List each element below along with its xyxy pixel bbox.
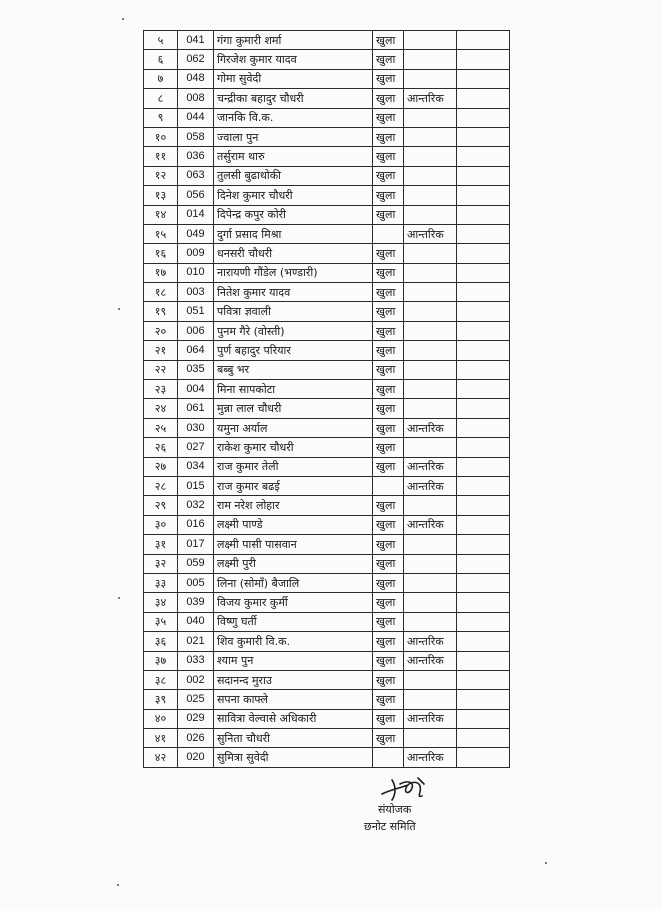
extra-cell — [457, 224, 510, 243]
roll-code-cell: 005 — [178, 573, 214, 592]
extra-cell — [457, 166, 510, 185]
open-category-cell — [373, 748, 404, 767]
open-category-cell: खुला — [373, 709, 404, 728]
serial-number-cell: १८ — [144, 283, 178, 302]
internal-category-cell — [404, 554, 457, 573]
extra-cell — [457, 709, 510, 728]
internal-category-cell: आन्तरिक — [404, 515, 457, 534]
candidate-name-cell: मिना सापकोटा — [214, 380, 373, 399]
serial-number-cell: ४२ — [144, 748, 178, 767]
serial-number-cell: ४१ — [144, 729, 178, 748]
candidate-name-cell: शिव कुमारी वि.क. — [214, 632, 373, 651]
open-category-cell: खुला — [373, 690, 404, 709]
roll-code-cell: 025 — [178, 690, 214, 709]
open-category-cell: खुला — [373, 127, 404, 146]
internal-category-cell: आन्तरिक — [404, 457, 457, 476]
extra-cell — [457, 50, 510, 69]
open-category-cell: खुला — [373, 69, 404, 88]
serial-number-cell: २९ — [144, 496, 178, 515]
table-row — [144, 496, 510, 515]
open-category-cell: खुला — [373, 31, 404, 50]
open-category-cell: खुला — [373, 244, 404, 263]
serial-number-cell: ६ — [144, 50, 178, 69]
internal-category-cell — [404, 573, 457, 592]
open-category-cell: खुला — [373, 186, 404, 205]
table-row — [144, 535, 510, 554]
table-row — [144, 476, 510, 495]
candidate-name-cell: पुर्ण बहादुर परियार — [214, 341, 373, 360]
table-row — [144, 380, 510, 399]
extra-cell — [457, 438, 510, 457]
table-row — [144, 166, 510, 185]
open-category-cell: खुला — [373, 670, 404, 689]
internal-category-cell: आन्तरिक — [404, 632, 457, 651]
serial-number-cell: ११ — [144, 147, 178, 166]
open-category-cell: खुला — [373, 341, 404, 360]
internal-category-cell — [404, 263, 457, 282]
roll-code-cell: 048 — [178, 69, 214, 88]
table-row — [144, 418, 510, 437]
serial-number-cell: २६ — [144, 438, 178, 457]
internal-category-cell — [404, 127, 457, 146]
extra-cell — [457, 89, 510, 108]
serial-number-cell: ३० — [144, 515, 178, 534]
roll-code-cell: 010 — [178, 263, 214, 282]
candidate-name-cell: लक्ष्मी पुरी — [214, 554, 373, 573]
open-category-cell: खुला — [373, 166, 404, 185]
extra-cell — [457, 147, 510, 166]
candidate-name-cell: गोमा सुवेदी — [214, 69, 373, 88]
extra-cell — [457, 670, 510, 689]
extra-cell — [457, 31, 510, 50]
internal-category-cell — [404, 670, 457, 689]
extra-cell — [457, 418, 510, 437]
roll-code-cell: 056 — [178, 186, 214, 205]
open-category-cell — [373, 476, 404, 495]
serial-number-cell: १९ — [144, 302, 178, 321]
open-category-cell: खुला — [373, 205, 404, 224]
table-row — [144, 515, 510, 534]
extra-cell — [457, 729, 510, 748]
scan-speck — [118, 597, 120, 599]
open-category-cell: खुला — [373, 612, 404, 631]
table-row — [144, 341, 510, 360]
serial-number-cell: २४ — [144, 399, 178, 418]
roll-code-cell: 051 — [178, 302, 214, 321]
roll-code-cell: 040 — [178, 612, 214, 631]
table-row — [144, 554, 510, 573]
serial-number-cell: १२ — [144, 166, 178, 185]
serial-number-cell: ७ — [144, 69, 178, 88]
extra-cell — [457, 632, 510, 651]
internal-category-cell — [404, 283, 457, 302]
candidate-name-cell: तर्सुराम थारु — [214, 147, 373, 166]
serial-number-cell: १३ — [144, 186, 178, 205]
extra-cell — [457, 554, 510, 573]
table-row — [144, 89, 510, 108]
serial-number-cell: १७ — [144, 263, 178, 282]
table-row — [144, 127, 510, 146]
table-row — [144, 670, 510, 689]
table-row — [144, 244, 510, 263]
extra-cell — [457, 380, 510, 399]
table-row — [144, 632, 510, 651]
table-row — [144, 186, 510, 205]
candidate-name-cell: सुमित्रा सुवेदी — [214, 748, 373, 767]
extra-cell — [457, 263, 510, 282]
open-category-cell: खुला — [373, 535, 404, 554]
candidate-name-cell: दिनेश कुमार चौधरी — [214, 186, 373, 205]
internal-category-cell — [404, 321, 457, 340]
serial-number-cell: ५ — [144, 31, 178, 50]
extra-cell — [457, 573, 510, 592]
serial-number-cell: ३२ — [144, 554, 178, 573]
candidate-name-cell: जानकि वि.क. — [214, 108, 373, 127]
internal-category-cell — [404, 496, 457, 515]
extra-cell — [457, 69, 510, 88]
serial-number-cell: २३ — [144, 380, 178, 399]
internal-category-cell — [404, 593, 457, 612]
roll-code-cell: 062 — [178, 50, 214, 69]
internal-category-cell — [404, 31, 457, 50]
table-row — [144, 690, 510, 709]
roll-code-cell: 063 — [178, 166, 214, 185]
extra-cell — [457, 612, 510, 631]
extra-cell — [457, 302, 510, 321]
committee-name: छनोट समिति — [364, 820, 416, 833]
table-row — [144, 147, 510, 166]
internal-category-cell: आन्तरिक — [404, 224, 457, 243]
scan-speck — [122, 18, 124, 20]
serial-number-cell: २५ — [144, 418, 178, 437]
roll-code-cell: 004 — [178, 380, 214, 399]
roll-code-cell: 049 — [178, 224, 214, 243]
internal-category-cell — [404, 690, 457, 709]
candidate-name-cell: चन्द्रीका बहादुर चौधरी — [214, 89, 373, 108]
serial-number-cell: १४ — [144, 205, 178, 224]
internal-category-cell: आन्तरिक — [404, 418, 457, 437]
extra-cell — [457, 283, 510, 302]
serial-number-cell: १६ — [144, 244, 178, 263]
roll-code-cell: 032 — [178, 496, 214, 515]
serial-number-cell: २० — [144, 321, 178, 340]
roll-code-cell: 061 — [178, 399, 214, 418]
candidate-name-cell: तुलसी बुढाथोकी — [214, 166, 373, 185]
table-row — [144, 612, 510, 631]
candidate-table — [143, 30, 510, 768]
open-category-cell: खुला — [373, 147, 404, 166]
open-category-cell: खुला — [373, 457, 404, 476]
internal-category-cell — [404, 186, 457, 205]
serial-number-cell: ३८ — [144, 670, 178, 689]
candidate-name-cell: विष्णु घर्ती — [214, 612, 373, 631]
roll-code-cell: 015 — [178, 476, 214, 495]
roll-code-cell: 014 — [178, 205, 214, 224]
candidate-name-cell: सदानन्द मुराउ — [214, 670, 373, 689]
extra-cell — [457, 496, 510, 515]
extra-cell — [457, 535, 510, 554]
serial-number-cell: ४० — [144, 709, 178, 728]
open-category-cell: खुला — [373, 89, 404, 108]
table-row — [144, 69, 510, 88]
internal-category-cell — [404, 399, 457, 418]
open-category-cell: खुला — [373, 50, 404, 69]
extra-cell — [457, 457, 510, 476]
extra-cell — [457, 108, 510, 127]
open-category-cell: खुला — [373, 554, 404, 573]
internal-category-cell: आन्तरिक — [404, 476, 457, 495]
candidate-name-cell: सावित्रा वेल्वासे अधिकारी — [214, 709, 373, 728]
candidate-name-cell: यमुना अर्याल — [214, 418, 373, 437]
serial-number-cell: ८ — [144, 89, 178, 108]
roll-code-cell: 017 — [178, 535, 214, 554]
serial-number-cell: १५ — [144, 224, 178, 243]
serial-number-cell: ३६ — [144, 632, 178, 651]
signatory-title: संयोजक — [378, 803, 412, 816]
serial-number-cell: २८ — [144, 476, 178, 495]
internal-category-cell — [404, 108, 457, 127]
candidate-name-cell: विजय कुमार कुर्मी — [214, 593, 373, 612]
candidate-name-cell: लक्ष्मी पाण्डे — [214, 515, 373, 534]
extra-cell — [457, 593, 510, 612]
candidate-name-cell: ज्वाला पुन — [214, 127, 373, 146]
table-row — [144, 283, 510, 302]
roll-code-cell: 041 — [178, 31, 214, 50]
candidate-name-cell: सपना काफ्ले — [214, 690, 373, 709]
internal-category-cell — [404, 244, 457, 263]
roll-code-cell: 016 — [178, 515, 214, 534]
extra-cell — [457, 244, 510, 263]
roll-code-cell: 059 — [178, 554, 214, 573]
open-category-cell: खुला — [373, 573, 404, 592]
candidate-name-cell: राज कुमार तेली — [214, 457, 373, 476]
candidate-name-cell: सुनिता चौधरी — [214, 729, 373, 748]
internal-category-cell: आन्तरिक — [404, 748, 457, 767]
open-category-cell: खुला — [373, 729, 404, 748]
roll-code-cell: 026 — [178, 729, 214, 748]
internal-category-cell — [404, 535, 457, 554]
open-category-cell: खुला — [373, 360, 404, 379]
extra-cell — [457, 341, 510, 360]
candidate-name-cell: श्याम पुन — [214, 651, 373, 670]
extra-cell — [457, 651, 510, 670]
open-category-cell: खुला — [373, 632, 404, 651]
serial-number-cell: ३७ — [144, 651, 178, 670]
candidate-name-cell: धनसरी चौधरी — [214, 244, 373, 263]
roll-code-cell: 064 — [178, 341, 214, 360]
serial-number-cell: ३९ — [144, 690, 178, 709]
internal-category-cell: आन्तरिक — [404, 89, 457, 108]
extra-cell — [457, 515, 510, 534]
internal-category-cell — [404, 360, 457, 379]
candidate-name-cell: राम नरेश लोहार — [214, 496, 373, 515]
open-category-cell: खुला — [373, 418, 404, 437]
open-category-cell: खुला — [373, 108, 404, 127]
internal-category-cell — [404, 729, 457, 748]
candidate-name-cell: राज कुमार बढई — [214, 476, 373, 495]
internal-category-cell — [404, 438, 457, 457]
table-row — [144, 205, 510, 224]
internal-category-cell — [404, 50, 457, 69]
table-row — [144, 108, 510, 127]
table-row — [144, 709, 510, 728]
candidate-name-cell: लक्ष्मी पासी पासवान — [214, 535, 373, 554]
serial-number-cell: ३५ — [144, 612, 178, 631]
roll-code-cell: 006 — [178, 321, 214, 340]
serial-number-cell: ३१ — [144, 535, 178, 554]
candidate-name-cell: नितेश कुमार यादव — [214, 283, 373, 302]
candidate-name-cell: गिरजेश कुमार यादव — [214, 50, 373, 69]
internal-category-cell — [404, 302, 457, 321]
open-category-cell: खुला — [373, 496, 404, 515]
table-row — [144, 438, 510, 457]
candidate-name-cell: गंगा कुमारी शर्मा — [214, 31, 373, 50]
serial-number-cell: २७ — [144, 457, 178, 476]
table-row — [144, 651, 510, 670]
roll-code-cell: 021 — [178, 632, 214, 651]
internal-category-cell: आन्तरिक — [404, 651, 457, 670]
internal-category-cell — [404, 205, 457, 224]
serial-number-cell: २२ — [144, 360, 178, 379]
serial-number-cell: ३४ — [144, 593, 178, 612]
roll-code-cell: 039 — [178, 593, 214, 612]
candidate-table-body — [144, 31, 510, 768]
internal-category-cell — [404, 341, 457, 360]
roll-code-cell: 009 — [178, 244, 214, 263]
roll-code-cell: 003 — [178, 283, 214, 302]
serial-number-cell: ३३ — [144, 573, 178, 592]
internal-category-cell: आन्तरिक — [404, 709, 457, 728]
extra-cell — [457, 127, 510, 146]
scan-speck — [117, 884, 119, 886]
table-row — [144, 399, 510, 418]
scan-speck — [545, 862, 547, 864]
candidate-name-cell: पवित्रा ज्ञवाली — [214, 302, 373, 321]
candidate-name-cell: दुर्गा प्रसाद मिश्रा — [214, 224, 373, 243]
table-row — [144, 593, 510, 612]
extra-cell — [457, 186, 510, 205]
open-category-cell: खुला — [373, 380, 404, 399]
roll-code-cell: 044 — [178, 108, 214, 127]
scan-speck — [118, 308, 120, 310]
roll-code-cell: 058 — [178, 127, 214, 146]
table-row — [144, 302, 510, 321]
candidate-name-cell: मुन्ना लाल चौधरी — [214, 399, 373, 418]
candidate-name-cell: नारायणी गौंडेल (भण्डारी) — [214, 263, 373, 282]
candidate-name-cell: दिपेन्द्र कपुर कोरी — [214, 205, 373, 224]
table-row — [144, 31, 510, 50]
roll-code-cell: 027 — [178, 438, 214, 457]
extra-cell — [457, 690, 510, 709]
candidate-name-cell: पुनम गैरे (वोस्ती) — [214, 321, 373, 340]
open-category-cell: खुला — [373, 263, 404, 282]
candidate-name-cell: बब्बु भर — [214, 360, 373, 379]
extra-cell — [457, 476, 510, 495]
internal-category-cell — [404, 380, 457, 399]
open-category-cell: खुला — [373, 593, 404, 612]
candidate-name-cell: लिना (सोमाँ) बैजालि — [214, 573, 373, 592]
table-row — [144, 321, 510, 340]
roll-code-cell: 036 — [178, 147, 214, 166]
internal-category-cell — [404, 69, 457, 88]
serial-number-cell: ९ — [144, 108, 178, 127]
roll-code-cell: 035 — [178, 360, 214, 379]
open-category-cell: खुला — [373, 283, 404, 302]
open-category-cell: खुला — [373, 302, 404, 321]
open-category-cell: खुला — [373, 515, 404, 534]
signature-image — [378, 776, 438, 802]
table-row — [144, 224, 510, 243]
roll-code-cell: 033 — [178, 651, 214, 670]
roll-code-cell: 020 — [178, 748, 214, 767]
roll-code-cell: 002 — [178, 670, 214, 689]
extra-cell — [457, 399, 510, 418]
table-row — [144, 360, 510, 379]
table-row — [144, 457, 510, 476]
table-row — [144, 748, 510, 767]
extra-cell — [457, 360, 510, 379]
open-category-cell: खुला — [373, 438, 404, 457]
extra-cell — [457, 205, 510, 224]
roll-code-cell: 029 — [178, 709, 214, 728]
roll-code-cell: 034 — [178, 457, 214, 476]
table-row — [144, 729, 510, 748]
internal-category-cell — [404, 147, 457, 166]
open-category-cell — [373, 224, 404, 243]
open-category-cell: खुला — [373, 399, 404, 418]
open-category-cell: खुला — [373, 321, 404, 340]
table-row — [144, 50, 510, 69]
table-row — [144, 573, 510, 592]
serial-number-cell: १० — [144, 127, 178, 146]
open-category-cell: खुला — [373, 651, 404, 670]
roll-code-cell: 030 — [178, 418, 214, 437]
internal-category-cell — [404, 612, 457, 631]
internal-category-cell — [404, 166, 457, 185]
extra-cell — [457, 748, 510, 767]
candidate-name-cell: राकेश कुमार चौधरी — [214, 438, 373, 457]
extra-cell — [457, 321, 510, 340]
roll-code-cell: 008 — [178, 89, 214, 108]
serial-number-cell: २१ — [144, 341, 178, 360]
table-row — [144, 263, 510, 282]
